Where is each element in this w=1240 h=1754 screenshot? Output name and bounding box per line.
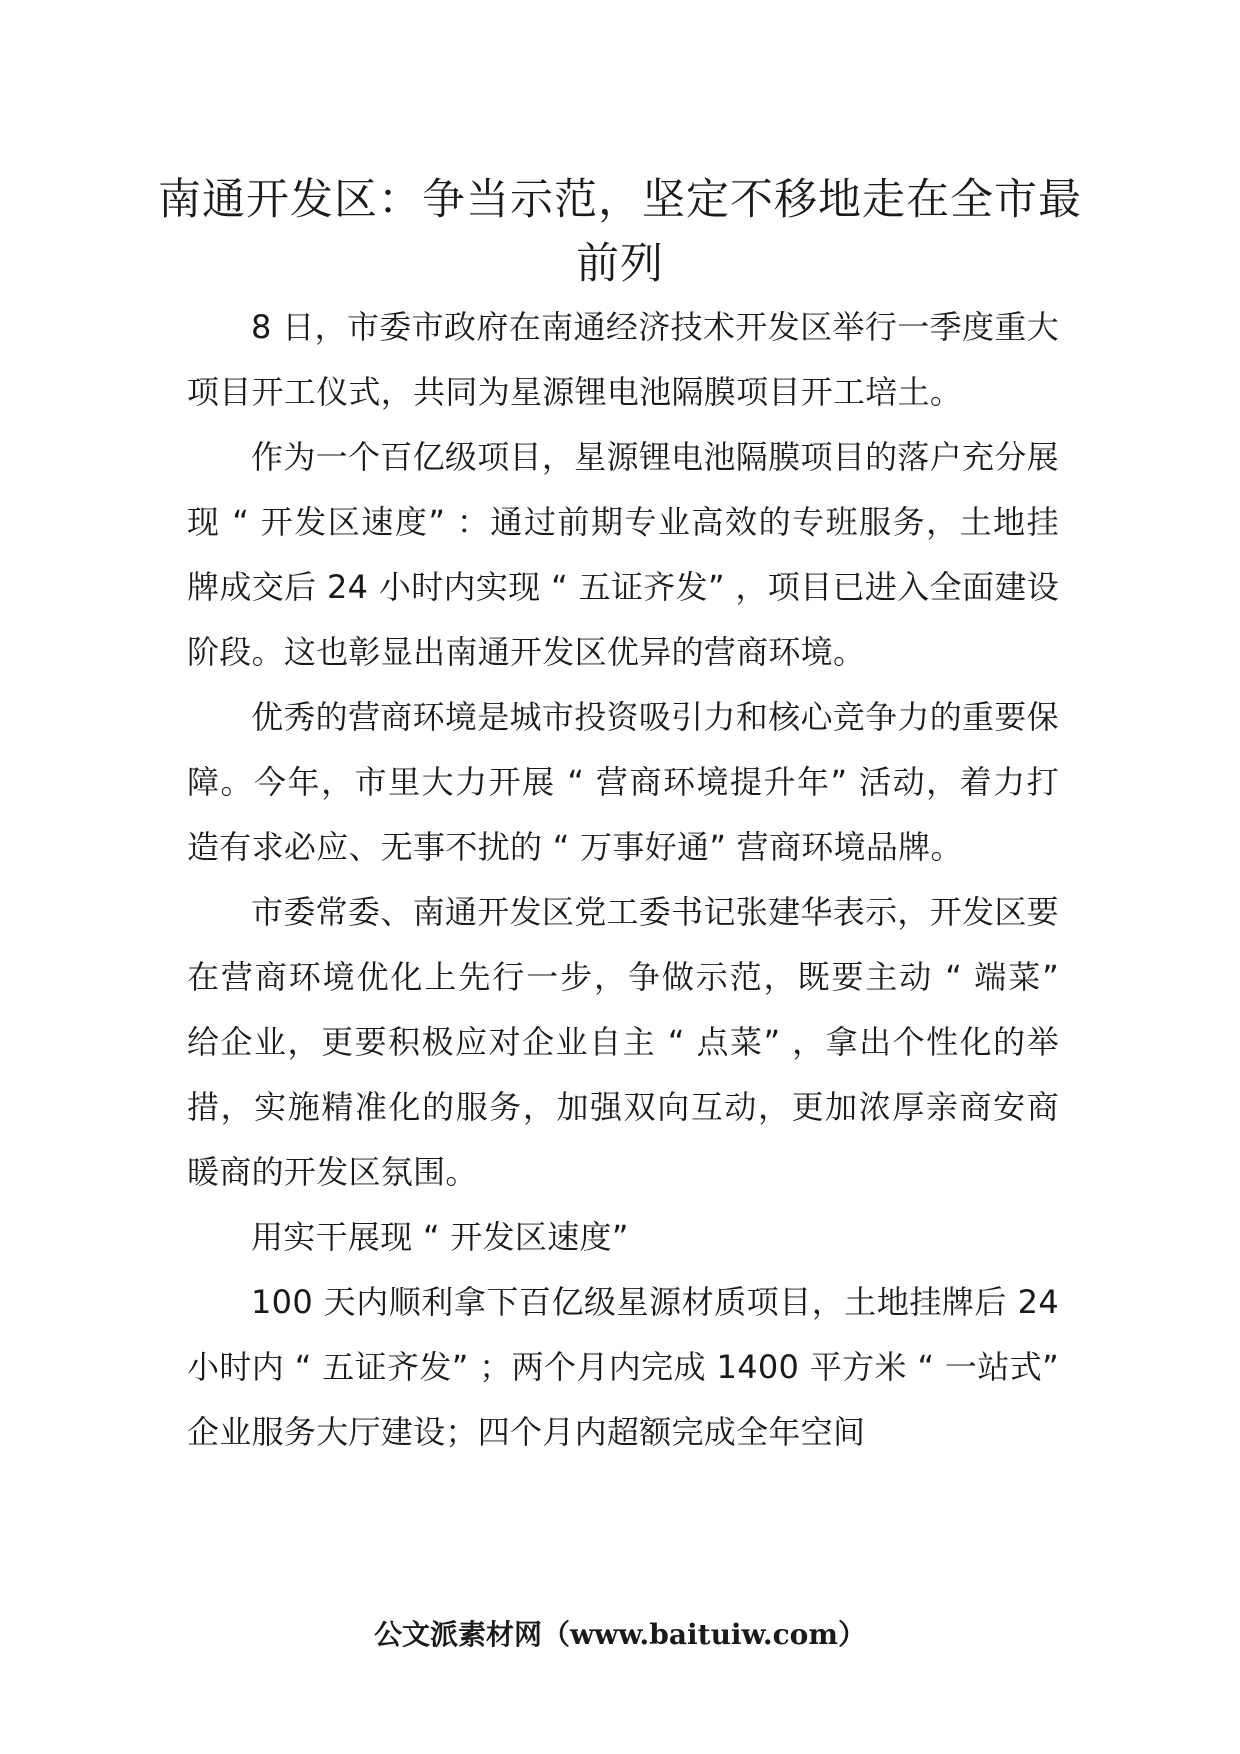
paragraph-5: 100 天内顺利拿下百亿级星源材质项目，土地挂牌后 24 小时内 “ 五证齐发” ；两个月内完成 1400 平方米 “ 一站式” 企业服务大厅建设；四个月内超额完成全年空间 (187, 1283, 1059, 1451)
paragraph-4: 市委常委、南通开发区党工委书记张建华表示，开发区要在营商环境优化上先行一步，争做示范，既要主动 “ 端菜” 给企业，更要积极应对企业自主 “ 点菜” ，拿出个性化的举措，实施精准化的服务，加强双向互动，更加浓厚亲商安商暖商的开发区氛围。 (187, 893, 1059, 1191)
document-body (187, 295, 1059, 1465)
paragraph-1: 8 日，市委市政府在南通经济技术开发区举行一季度重大项目开工仪式，共同为星源锂电池隔膜项目开工培土。 (187, 308, 1059, 411)
section-heading: 用实干展现 “ 开发区速度” (251, 1218, 629, 1256)
paragraph-2: 作为一个百亿级项目，星源锂电池隔膜项目的落户充分展现 “ 开发区速度” ：通过前期专业高效的专班服务，土地挂牌成交后 24 小时内实现 “ 五证齐发” ，项目已进入全面建设阶段。这也彰显出南通开发区优异的营商环境。 (187, 438, 1059, 671)
paragraph-3: 优秀的营商环境是城市投资吸引力和核心竞争力的重要保障。今年，市里大力开展 “ 营商环境提升年” 活动，着力打造有求必应、无事不扰的 “ 万事好通” 营商环境品牌。 (187, 698, 1059, 866)
document-title: 南通开发区：争当示范，坚定不移地走在全市最前列 (158, 175, 1082, 289)
watermark-footer: 公文派素材网（www.baituiw.com） (374, 1618, 866, 1651)
